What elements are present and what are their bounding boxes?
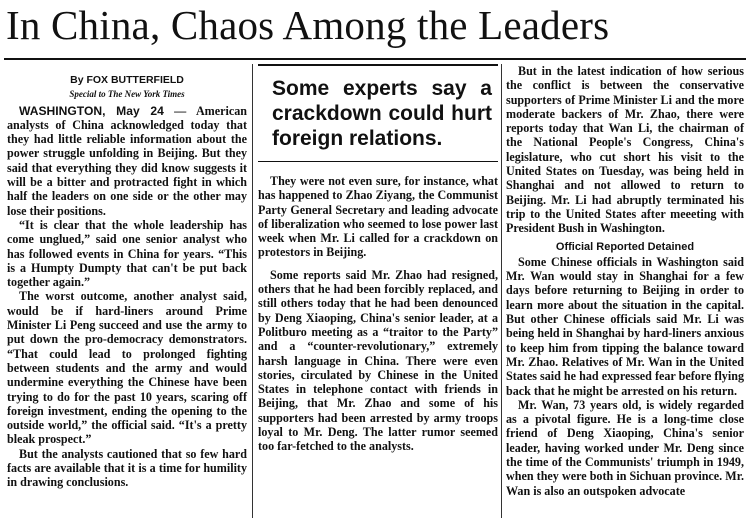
paragraph: Some reports said Mr. Zhao had resigned, others that he had been forcibly replaced, and still others today that he had been denounced by Deng Xiaoping, China's senior leader, at a Politburo meeting as a “traitor to the Party” and a “counter-revolutionary,” extremely harsh language in China. There were even stories, circulated by Chinese in the United States in telephone contact with friends in Beijing, that Mr. Zhao and some of his supporters had been arrested by army troops loyal to Mr. Deng. The latter rumor seemed too far-fetched to the analysts. [258, 267, 498, 454]
paragraph: Some Chinese officials in Washington said Mr. Wan would stay in Shanghai for a few days before returning to Beijing in order to learn more about the situation in the capital. But other Chinese officials said Mr. Li was being held in Shanghai by hard-liners anxious to keep him from tipping the balance toward Mr. Zhao. Relatives of Mr. Wan in the United States said he had expressed fear before flying back that he might be arrested on his return. [506, 254, 744, 398]
column-divider [501, 64, 502, 518]
column-1 [7, 64, 247, 490]
paragraph: They were not even sure, for instance, what has happened to Zhao Ziyang, the Communist Party General Secretary and leading advocate of liberalization who seemed to lose power last week when Mr. Li called for a crackdown on protestors in Beijing. [258, 174, 498, 260]
paragraph: But in the latest indication of how serious the conflict is between the conservative supporters of Prime Minister Li and the more moderate backers of Mr. Zhao, there were reports today that Wan Li, the chairman of the National People's Congress, China's legislature, who cut short his visit to the United States on Tuesday, was being held in Shanghai and not allowed to return to Beijing. Mr. Li had abruptly terminated his trip to the United States after meeeting with President Bush in Washington. [506, 64, 744, 236]
paragraph: WASHINGTON, May 24 — American analysts of China acknowledged today that they had little reliable information about the power struggle unfolding in Beijing. But they said that everything they did know suggests it will be a bitter and protracted fight in which half the leaders on one side or the other may lose their positions. [7, 103, 247, 218]
headline: In China, Chaos Among the Leaders [6, 2, 610, 48]
paragraph: “It is clear that the whole leadership has come unglued,” said one senior analyst who has followed events in China for years. “This is a Humpty Dumpty that can't be put back together again.” [7, 217, 247, 290]
paragraph: Mr. Wan, 73 years old, is widely regarded as a pivotal figure. He is a long-time close friend of Deng Xiaoping, China's senior leader, having worked under Mr. Deng since the time of the Communists' triumph in 1949, when they were both in Sichuan province. Mr. Wan is also an outspoken advocate [506, 397, 744, 498]
pull-quote: Some experts say a crackdown could hurt foreign relations. [258, 64, 498, 162]
byline: By FOX BUTTERFIELD [70, 74, 184, 86]
special-credit: Special to The New York Times [69, 89, 185, 100]
headline-rule [4, 58, 746, 60]
dateline: WASHINGTON, May 24 [19, 103, 164, 118]
subheading: Official Reported Detained [555, 240, 695, 253]
paragraph: But the analysts cautioned that so few hard facts are available that it is a time for humility in drawing conclusions. [7, 446, 247, 490]
column-divider [252, 64, 253, 518]
column-2 [258, 64, 498, 454]
paragraph: The worst outcome, another analyst said, would be if hard-liners around Prime Minister Li Peng succeed and use the army to put down the pro-democracy demonstrators. “That could lead to prolonged fighting between students and the army and would undermine everything the Chinese have been trying to do for the past 10 years, scaring off foreign investment, ending the opening to the outside world,” the official said. “It's a pretty bleak prospect.” [7, 289, 247, 447]
column-3 [506, 64, 744, 498]
